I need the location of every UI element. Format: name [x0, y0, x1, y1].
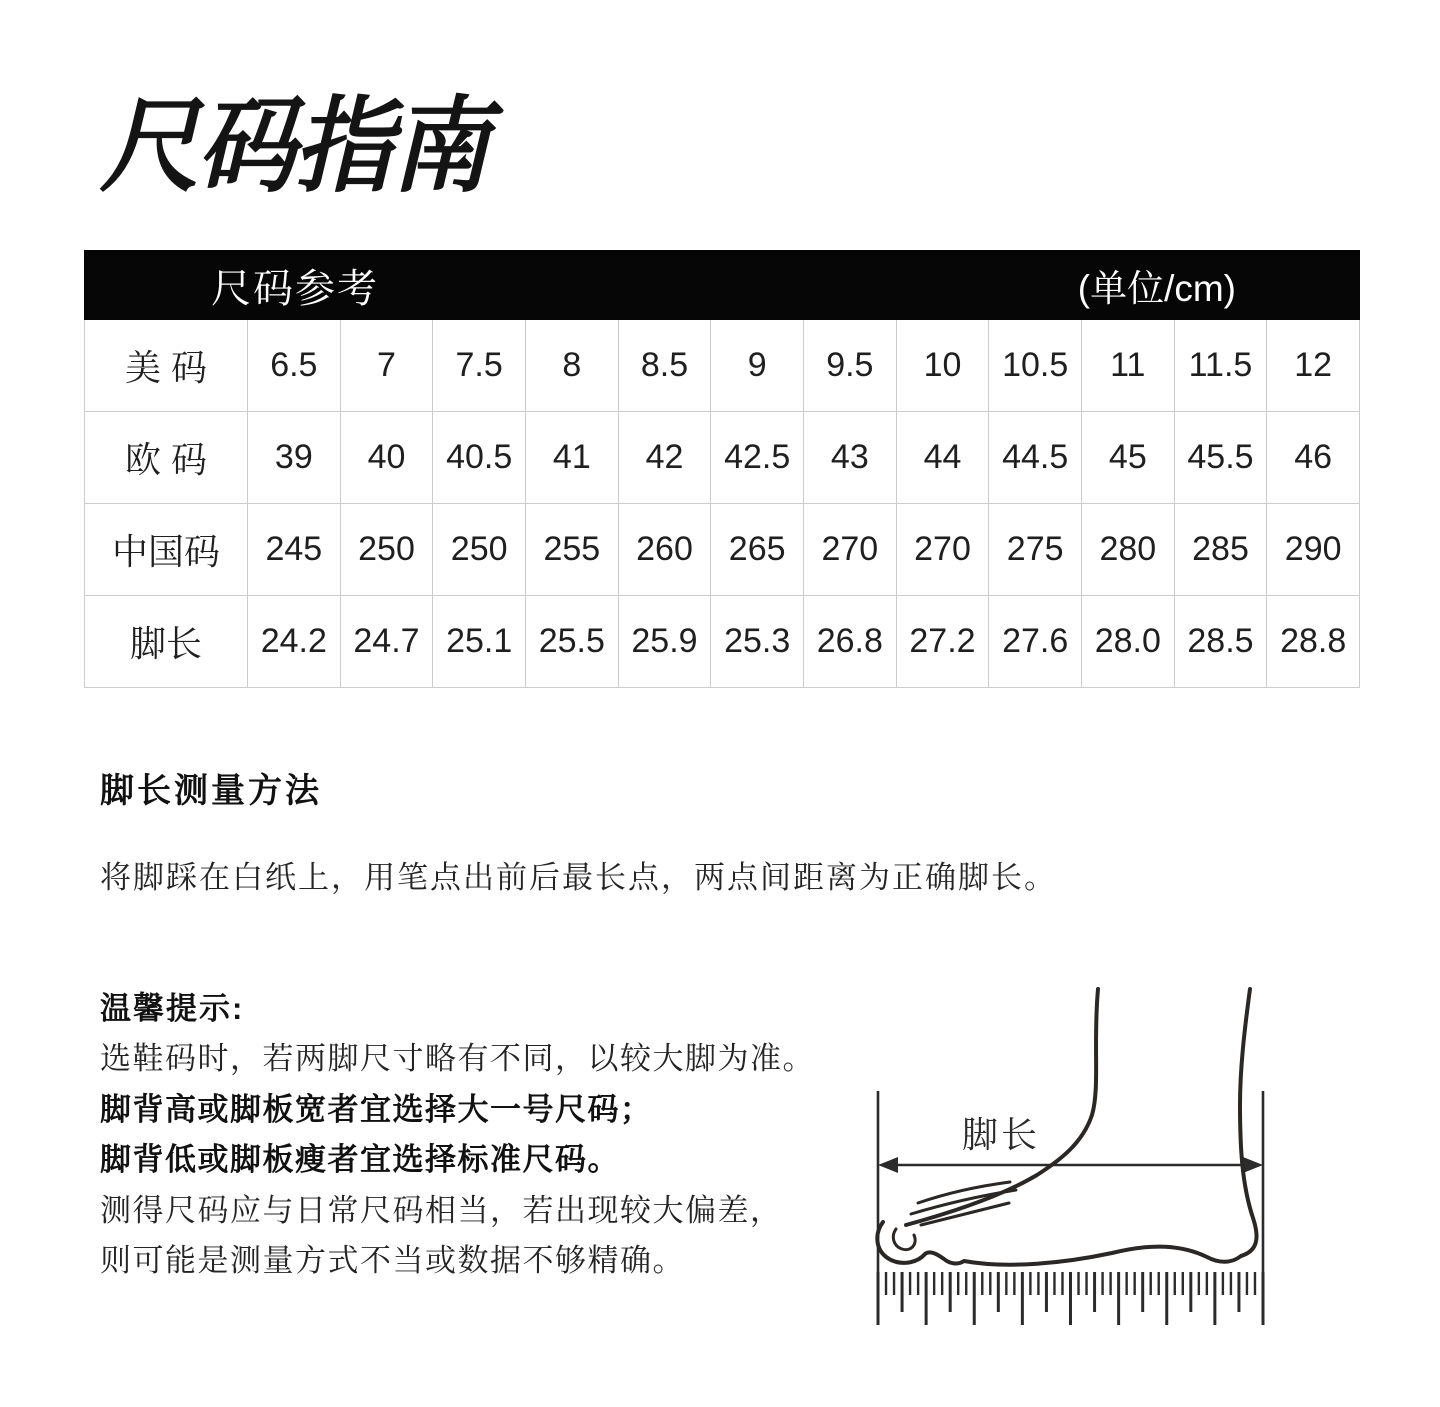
size-cell: 255 [526, 504, 619, 596]
size-cell: 25.9 [619, 596, 712, 688]
measure-arrow [878, 1157, 1263, 1173]
size-cell: 260 [619, 504, 712, 596]
foot-length-label: 脚长 [961, 1114, 1041, 1155]
tips-heading: 温馨提示: [100, 991, 245, 1026]
size-cell: 24.2 [248, 596, 341, 688]
size-cell: 25.5 [526, 596, 619, 688]
size-cell: 27.6 [989, 596, 1082, 688]
size-row-label: 美 码 [84, 320, 248, 412]
size-cell: 40 [341, 412, 434, 504]
size-cell: 11.5 [1175, 320, 1268, 412]
size-table [84, 250, 1360, 688]
size-table-title: 尺码参考 [211, 266, 379, 311]
size-row-label: 中国码 [84, 504, 248, 596]
size-cell: 28.8 [1267, 596, 1360, 688]
page-title: 尺码指南 [100, 89, 488, 205]
size-cell: 270 [897, 504, 990, 596]
size-cell: 43 [804, 412, 897, 504]
size-row-label: 欧 码 [84, 412, 248, 504]
size-table-unit: (单位/cm) [1077, 268, 1236, 309]
size-cell: 45 [1082, 412, 1175, 504]
size-cell: 7.5 [433, 320, 526, 412]
measurement-description: 将脚踩在白纸上，用笔点出前后最长点，两点间距离为正确脚长。 [100, 860, 1057, 895]
foot-measurement-illustration [850, 975, 1280, 1335]
size-cell: 25.1 [433, 596, 526, 688]
size-cell: 28.5 [1175, 596, 1268, 688]
size-cell: 6.5 [248, 320, 341, 412]
tips-section [100, 984, 890, 1287]
size-cell: 245 [248, 504, 341, 596]
size-cell: 44.5 [989, 412, 1082, 504]
size-cell: 39 [248, 412, 341, 504]
size-cell: 44 [897, 412, 990, 504]
size-cell: 285 [1175, 504, 1268, 596]
size-cell: 45.5 [1175, 412, 1268, 504]
tip-line: 选鞋码时，若两脚尺寸略有不同，以较大脚为准。 [100, 1041, 815, 1076]
size-cell: 280 [1082, 504, 1175, 596]
size-cell: 24.7 [341, 596, 434, 688]
size-cell: 12 [1267, 320, 1360, 412]
size-cell: 10.5 [989, 320, 1082, 412]
size-cell: 8 [526, 320, 619, 412]
size-cell: 46 [1267, 412, 1360, 504]
size-cell: 42 [619, 412, 712, 504]
size-cell: 270 [804, 504, 897, 596]
size-cell: 9.5 [804, 320, 897, 412]
size-cell: 8.5 [619, 320, 712, 412]
size-cell: 27.2 [897, 596, 990, 688]
size-row-label: 脚长 [84, 596, 248, 688]
size-cell: 250 [433, 504, 526, 596]
size-cell: 290 [1267, 504, 1360, 596]
size-cell: 250 [341, 504, 434, 596]
size-cell: 42.5 [711, 412, 804, 504]
tip-line: 则可能是测量方式不当或数据不够精确。 [100, 1243, 685, 1278]
size-cell: 9 [711, 320, 804, 412]
size-cell: 10 [897, 320, 990, 412]
tip-line: 测得尺码应与日常尺码相当，若出现较大偏差， [100, 1192, 783, 1228]
size-cell: 265 [711, 504, 804, 596]
measurement-section [100, 763, 1200, 897]
measurement-heading: 脚长测量方法 [100, 772, 322, 810]
foot-outline [877, 989, 1256, 1265]
tip-line: 脚背高或脚板宽者宜选择大一号尺码； [100, 1091, 653, 1127]
size-cell: 11 [1082, 320, 1175, 412]
size-table-body [84, 320, 1360, 688]
size-cell: 25.3 [711, 596, 804, 688]
tips-lines [100, 1034, 890, 1287]
size-cell: 28.0 [1082, 596, 1175, 688]
ruler [878, 1272, 1263, 1325]
tip-line: 脚背低或脚板瘦者宜选择标准尺码。 [100, 1142, 620, 1177]
size-table-header [84, 250, 1360, 320]
size-cell: 7 [341, 320, 434, 412]
size-cell: 26.8 [804, 596, 897, 688]
size-cell: 40.5 [433, 412, 526, 504]
size-cell: 41 [526, 412, 619, 504]
size-cell: 275 [989, 504, 1082, 596]
